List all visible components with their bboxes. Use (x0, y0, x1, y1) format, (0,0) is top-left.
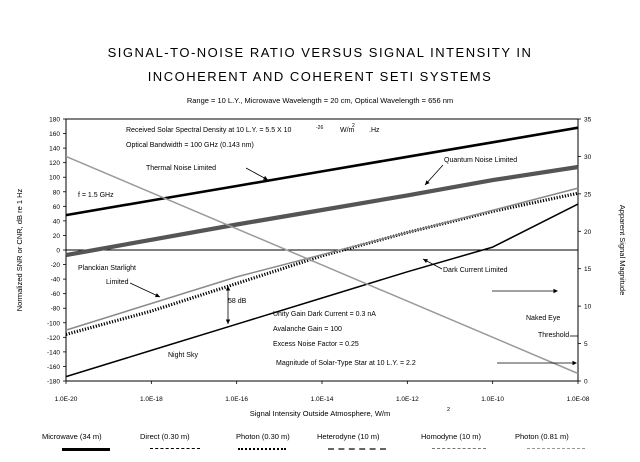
annotation-19: Magnitude of Solar-Type Star at 10 L.Y. = 2.2 (276, 360, 416, 367)
y-tick-label: -160 (46, 363, 60, 371)
y2-tick-label: 20 (584, 228, 592, 236)
legend-item-3: Heterodyne (10 m) (317, 432, 380, 441)
y-tick-label: -120 (46, 334, 60, 342)
annotation-7: Quantum Noise Limited (444, 157, 518, 164)
y-tick-label: 40 (52, 218, 60, 226)
solar-mag-arrowhead (573, 361, 578, 365)
gap-arrow-up (226, 286, 230, 291)
annotation-14: Avalanche Gain = 100 (273, 326, 342, 333)
annotation-13: Unity Gain Dark Current = 0.3 nA (273, 311, 376, 318)
y-tick-label: 140 (49, 145, 60, 153)
y-tick-label: 120 (49, 160, 60, 168)
y-tick-label: 160 (49, 131, 60, 139)
legend-item-4: Homodyne (10 m) (421, 432, 482, 441)
annotation-6: Thermal Noise Limited (146, 165, 217, 172)
y-axis-title: Normalized SNR or CNR, dB re 1 Hz (15, 188, 24, 312)
y-tick-label: -20 (50, 262, 60, 270)
legend-swatch-2 (238, 448, 286, 450)
chart-title: SIGNAL-TO-NOISE RATIO VERSUS SIGNAL INTENSITY IN (107, 45, 533, 60)
annotation-18: Night Sky (168, 352, 198, 359)
chart-title-line2: INCOHERENT AND COHERENT SETI SYSTEMS (147, 69, 493, 84)
y-tick-label: -180 (46, 378, 60, 386)
legend-item-2: Photon (0.30 m) (236, 432, 290, 441)
y2-tick-label: 0 (584, 378, 588, 386)
annotation-12: 58 dB (228, 298, 247, 305)
y-tick-label: 100 (49, 174, 60, 182)
y-tick-label: -40 (50, 276, 60, 284)
legend-swatch-0 (62, 448, 110, 451)
legend-swatch-1 (150, 448, 200, 449)
y2-tick-label: 25 (584, 191, 592, 199)
x-tick-label: 1.0E-10 (481, 396, 505, 403)
y2-tick-label: 15 (584, 266, 592, 274)
series-line-0 (66, 128, 578, 215)
annotation-16: Naked Eye (526, 315, 561, 322)
y-tick-label: 180 (49, 116, 60, 124)
y-tick-label: 0 (56, 247, 60, 255)
y-tick-label: 20 (52, 232, 60, 240)
chart-subtitle: Range = 10 L.Y., Microwave Wavelength = 20 cm, Optical Wavelength = 656 nm (186, 96, 454, 105)
legend-item-5: Photon (0.81 m) (515, 432, 569, 441)
y-tick-label: -60 (50, 291, 60, 299)
annotation-3: 2 (352, 123, 355, 129)
y-tick-label: -80 (50, 305, 60, 313)
y2-tick-label: 5 (584, 341, 588, 349)
annotation-2: W/m (340, 127, 355, 134)
annotation-1: -26 (316, 125, 324, 131)
x-tick-label: 1.0E-14 (310, 396, 334, 403)
y2-tick-label: 30 (584, 153, 592, 161)
annotation-8: f = 1.5 GHz (78, 192, 114, 199)
x-tick-label: 1.0E-08 (566, 396, 590, 403)
y-tick-label: 80 (52, 189, 60, 197)
x-tick-label: 1.0E-16 (225, 396, 249, 403)
annotation-5: Optical Bandwidth = 100 GHz (0.143 nm) (126, 142, 254, 149)
x-tick-label: 1.0E-18 (139, 396, 163, 403)
x-tick-label: 1.0E-20 (54, 396, 78, 403)
legend-item-0: Microwave (34 m) (42, 432, 102, 441)
y-tick-label: -140 (46, 349, 60, 357)
annotation-10: Limited (106, 279, 129, 286)
legend-swatch-3 (328, 448, 386, 450)
annotation-11: Dark Current Limited (443, 267, 508, 274)
x-tick-label: 1.0E-12 (395, 396, 419, 403)
annotation-17: Threshold (538, 332, 570, 339)
annotation-9: Planckian Starlight (78, 265, 136, 272)
y2-axis-title: Apparent Signal Magnitude (618, 204, 627, 296)
series-line-3 (66, 167, 578, 255)
legend-item-1: Direct (0.30 m) (140, 432, 190, 441)
series-line-1 (66, 204, 578, 377)
y2-tick-label: 10 (584, 303, 592, 311)
legend-swatch-5 (527, 448, 585, 449)
annotation-0: Received Solar Spectral Density at 10 L.Y. = 5.5 X 10 (126, 127, 292, 134)
legend-swatch-4 (432, 448, 486, 449)
planckian-leader (130, 283, 160, 297)
x-axis-title-exponent: 2 (447, 407, 451, 413)
annotation-15: Excess Noise Factor = 0.25 (273, 341, 359, 348)
y-tick-label: 60 (52, 203, 60, 211)
x-axis-title: Signal Intensity Outside Atmosphere, W/m (249, 409, 391, 418)
y-tick-label: -100 (46, 320, 60, 328)
annotation-4: .Hz (369, 127, 380, 134)
gap-arrow-down (226, 320, 230, 325)
y2-tick-label: 35 (584, 116, 592, 124)
night-sky-arrowhead (554, 289, 559, 293)
